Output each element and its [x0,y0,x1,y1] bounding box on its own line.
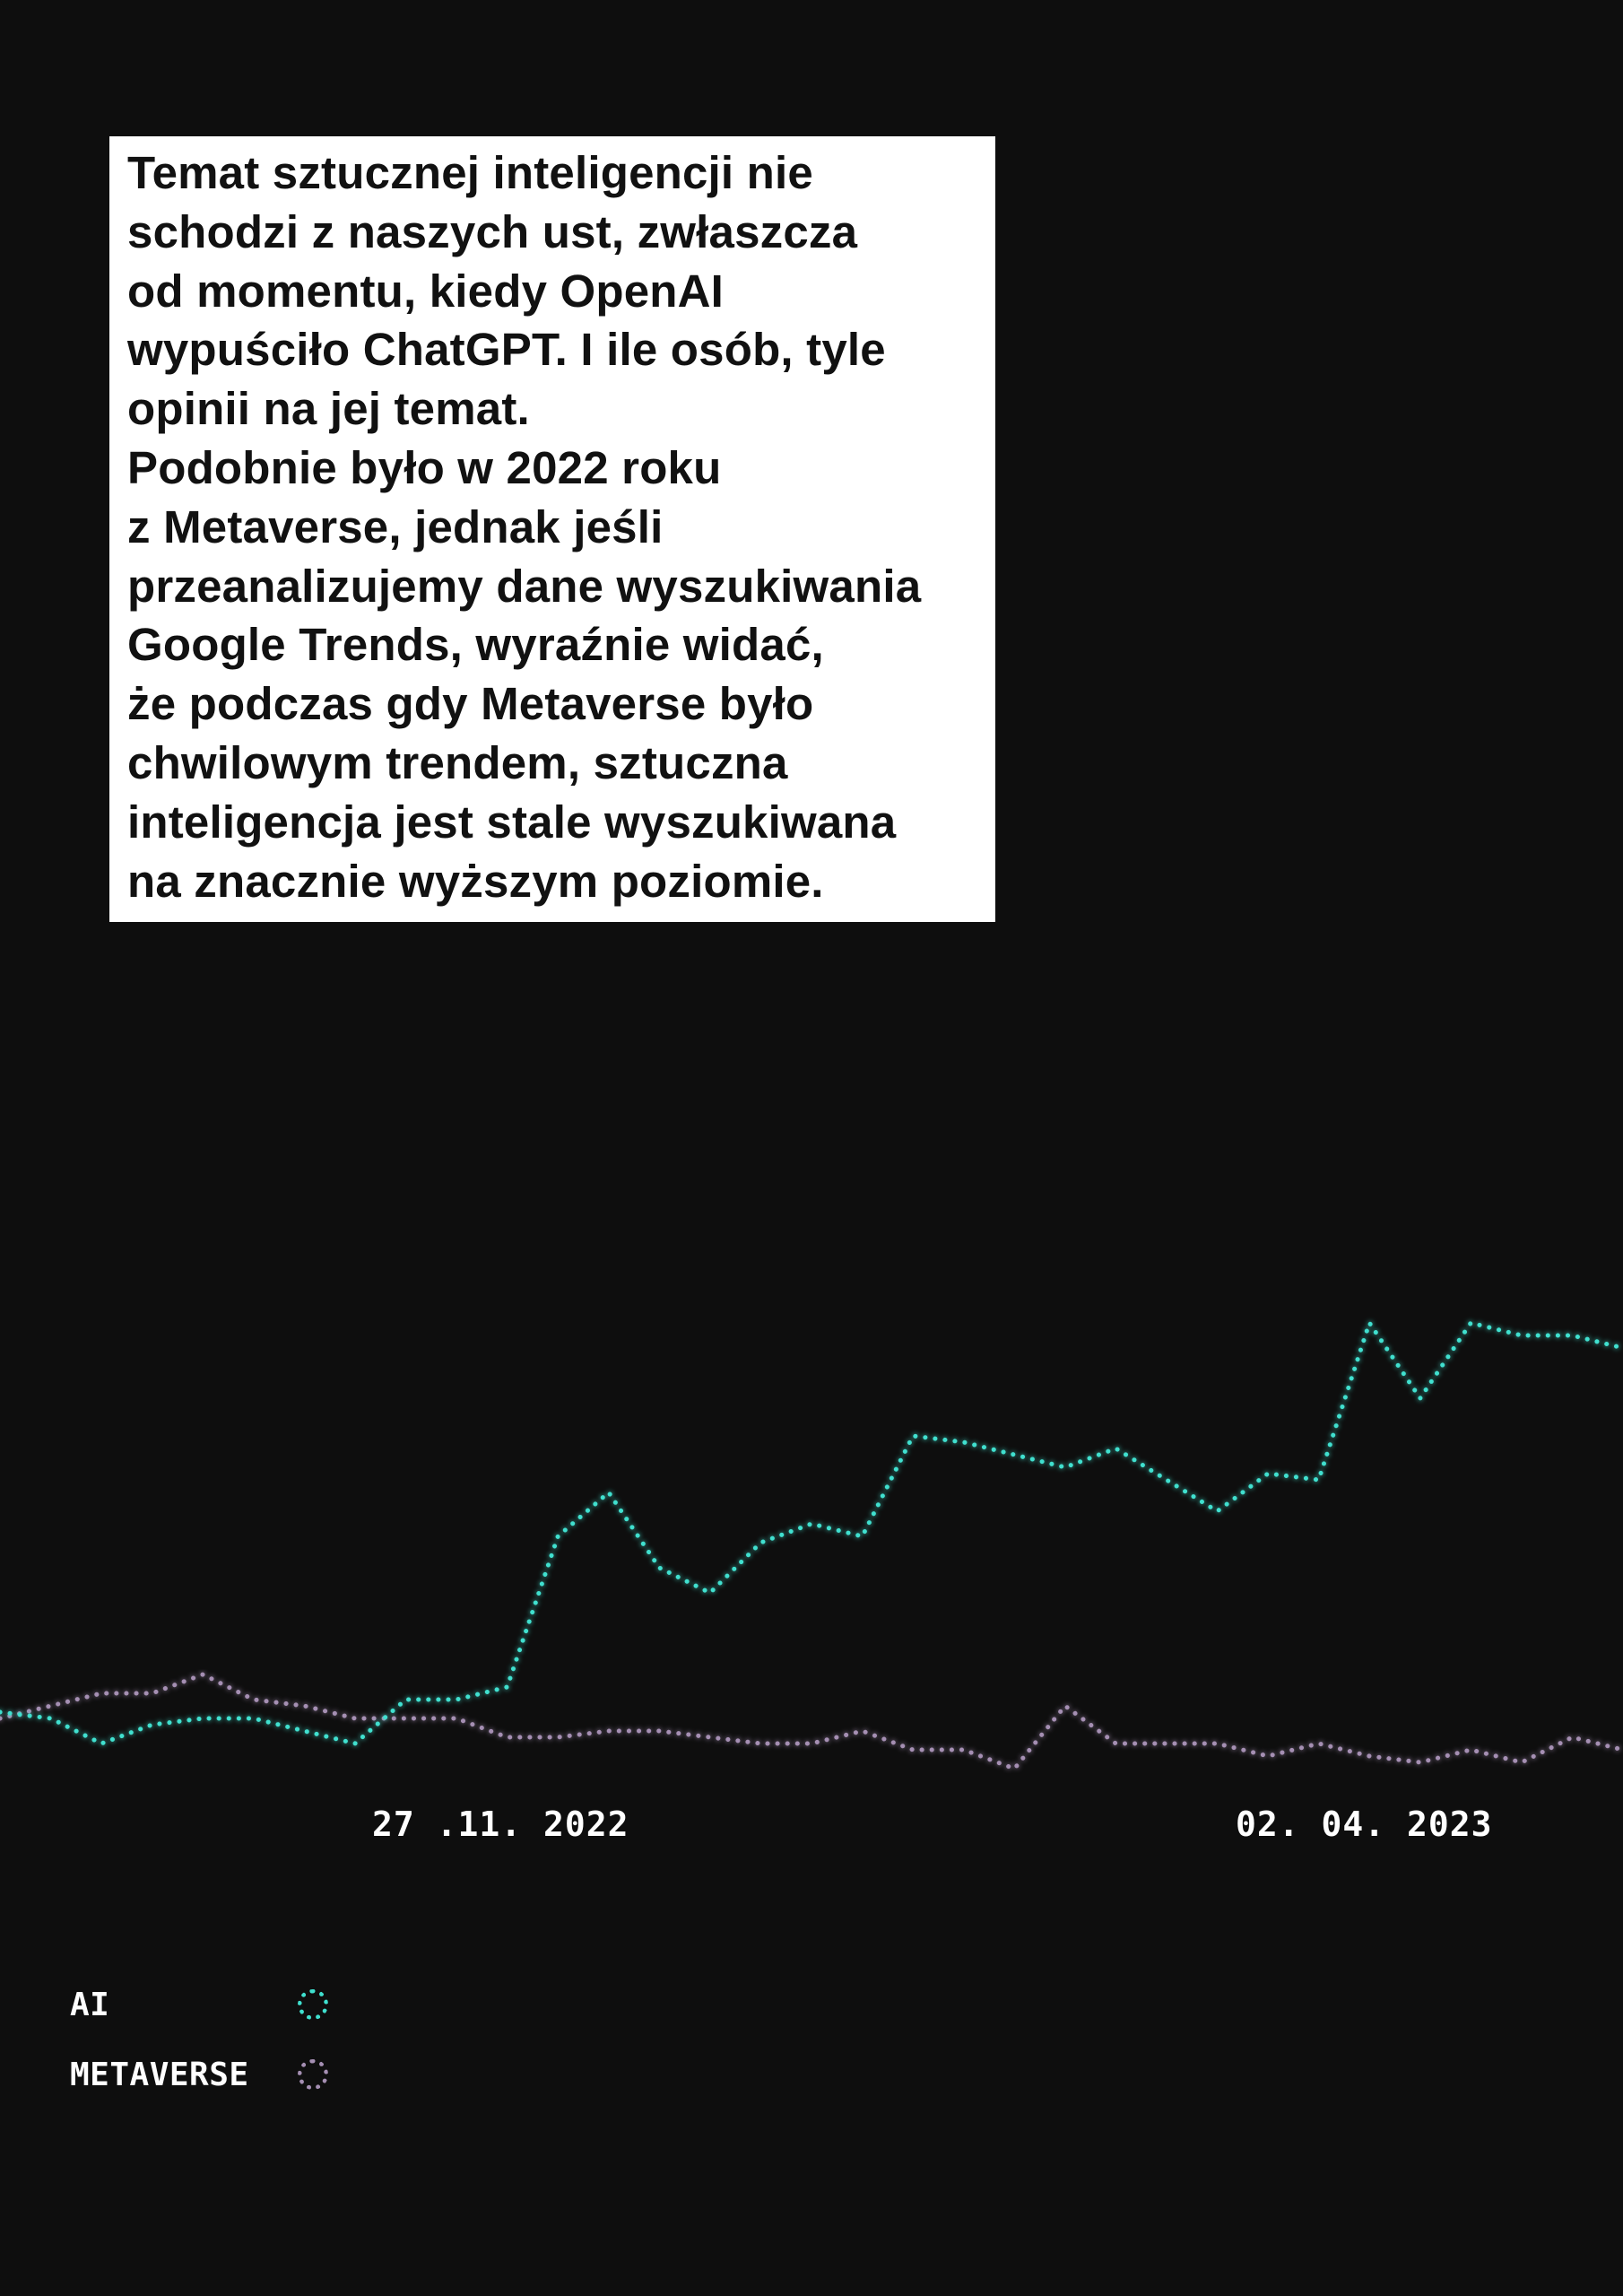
intro-text-box [109,136,995,922]
data-point-ai [1521,1335,1523,1336]
data-point-metaverse [709,1736,711,1738]
data-point-metaverse [1217,1743,1219,1744]
series-line-ai [0,1323,1623,1744]
data-point-metaverse [912,1749,914,1751]
data-point-metaverse [1166,1743,1167,1744]
data-point-metaverse [608,1730,610,1732]
data-point-metaverse [1013,1768,1015,1770]
data-point-metaverse [862,1730,864,1732]
data-point-ai [1470,1322,1471,1324]
data-point-metaverse [507,1736,508,1738]
data-point-ai [1571,1335,1573,1336]
x-tick-label-2: 02. 04. 2023 [1236,1805,1493,1844]
data-point-ai [100,1743,102,1744]
data-point-metaverse [1368,1755,1370,1757]
data-point-metaverse [1064,1705,1066,1707]
data-point-ai [912,1435,914,1437]
data-point-metaverse [354,1718,356,1719]
dotted-circle-icon [298,1989,328,2020]
dotted-circle-icon [298,2059,328,2090]
data-point-ai [608,1492,610,1493]
data-point-metaverse [1419,1761,1421,1763]
data-point-metaverse [152,1692,153,1694]
data-point-ai [1217,1510,1219,1512]
data-point-ai [1267,1473,1269,1474]
data-point-ai [963,1441,965,1443]
data-point-metaverse [1571,1736,1573,1738]
data-point-ai [1013,1454,1015,1456]
data-point-metaverse [1115,1743,1116,1744]
data-point-ai [1419,1397,1421,1399]
data-point-metaverse [253,1699,255,1700]
data-point-ai [759,1542,761,1544]
data-point-metaverse [1521,1761,1523,1763]
data-point-ai [1115,1448,1116,1449]
legend-item-ai [70,1970,375,2039]
data-point-metaverse [811,1743,812,1744]
data-point-ai [1064,1466,1066,1468]
data-point-ai [405,1699,407,1700]
data-point-metaverse [759,1743,761,1744]
data-point-metaverse [50,1705,52,1707]
data-point-metaverse [456,1718,457,1719]
data-point-ai [152,1724,153,1726]
data-point-ai [557,1535,559,1537]
data-point-metaverse [1267,1755,1269,1757]
data-point-ai [658,1567,660,1569]
series-layer [0,1322,1623,1770]
data-point-metaverse [405,1718,407,1719]
data-point-ai [50,1718,52,1719]
chart-legend [70,1970,375,2109]
data-point-ai [862,1535,864,1537]
data-point-metaverse [303,1705,305,1707]
data-point-ai [303,1730,305,1732]
data-point-metaverse [202,1674,204,1675]
data-point-metaverse [1470,1749,1471,1751]
x-tick-label-1: 27 .11. 2022 [372,1805,629,1844]
data-point-ai [354,1743,356,1744]
data-point-ai [811,1523,812,1525]
intro-paragraph: Temat sztucznej inteligencji nie schodzi z naszych ust, zwłaszcza od momentu, kiedy OpenAI wypuściło ChatGPT. I ile osób, tyle opinii na jej temat. Podobnie było w 2022 roku z Metaverse, jednak jeśli przeanalizujemy dane wyszukiwania Google Trends, wyraźnie widać, że podczas gdy Metaverse było chwilowym trendem, sztuczna inteligencja jest stale wyszukiwana na znacznie wyższym poziomie. [127,147,922,907]
series-line-metaverse [0,1674,1623,1769]
data-point-ai [253,1718,255,1719]
legend-label-ai: AI [70,1986,110,2023]
legend-item-metaverse [70,2039,375,2109]
data-point-ai [709,1592,711,1594]
data-point-ai [456,1699,457,1700]
data-point-metaverse [100,1692,102,1694]
data-point-ai [202,1718,204,1719]
data-point-ai [1318,1479,1320,1481]
data-point-metaverse [557,1736,559,1738]
data-point-ai [1368,1322,1370,1324]
x-axis-ticks [372,1805,1493,1844]
data-point-metaverse [963,1749,965,1751]
data-point-ai [1166,1479,1167,1481]
data-point-metaverse [658,1730,660,1732]
legend-label-metaverse: METAVERSE [70,2056,249,2093]
data-point-ai [507,1686,508,1688]
trend-chart [0,1166,1623,1883]
data-point-metaverse [1318,1743,1320,1744]
